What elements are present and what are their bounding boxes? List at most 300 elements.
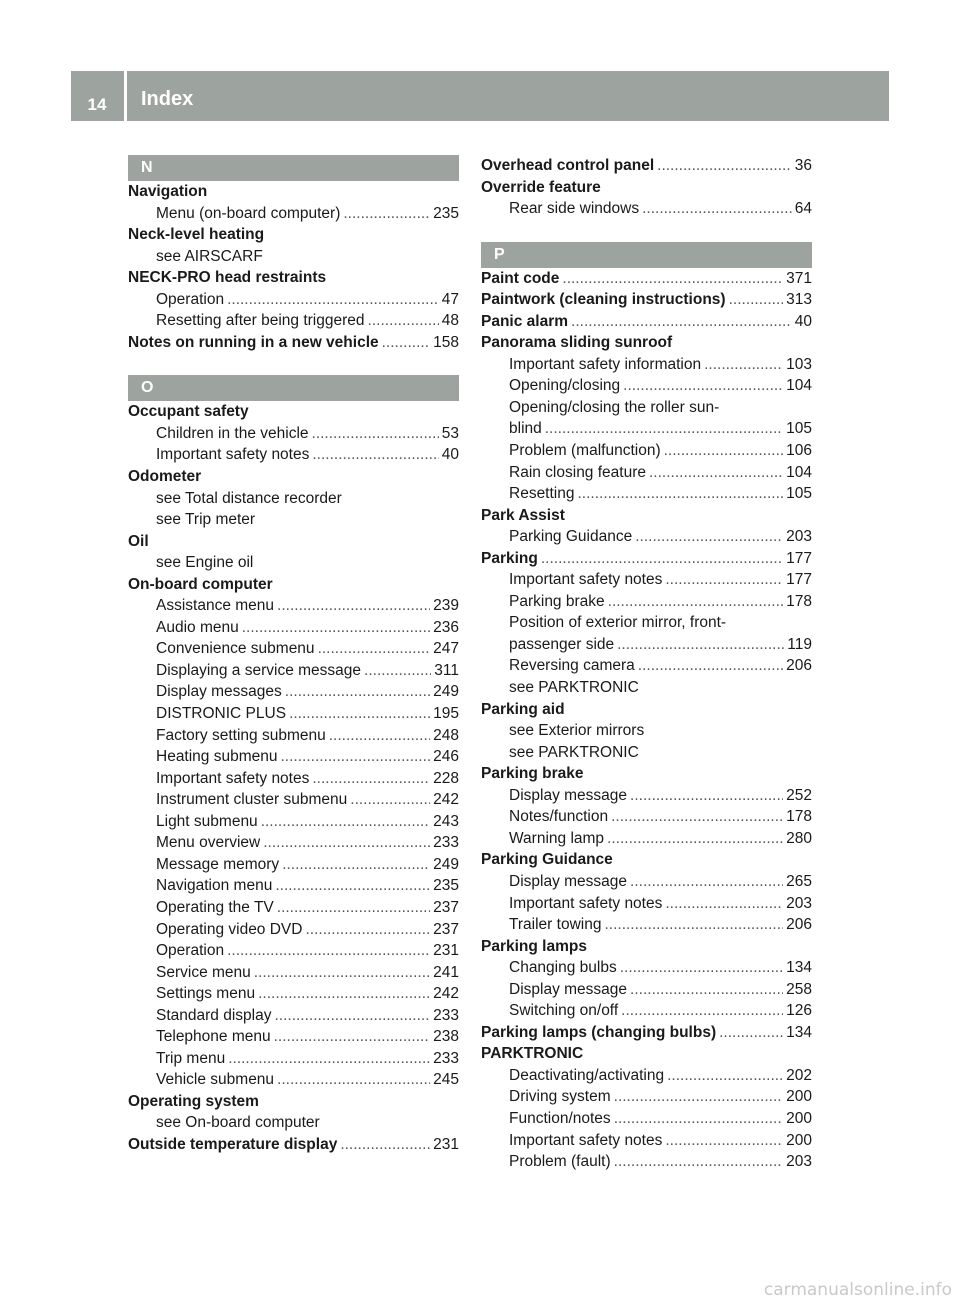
dot-leader <box>630 785 783 807</box>
entry-page-number: 228 <box>433 769 459 787</box>
entry-label: Rear side windows <box>509 200 640 218</box>
dot-leader <box>649 462 783 484</box>
dot-leader <box>614 1108 783 1130</box>
entry-page-number: 371 <box>786 269 812 287</box>
entry-page-number: 126 <box>786 1002 812 1020</box>
dot-leader <box>263 832 430 854</box>
dot-leader <box>289 703 430 725</box>
dot-leader <box>281 746 431 768</box>
entry-label: see Exterior mirrors <box>509 722 645 740</box>
index-subentry <box>128 488 459 510</box>
entry-label: Operating video DVD <box>156 920 303 938</box>
index-entry <box>481 1043 812 1065</box>
entry-page-number: 178 <box>786 808 812 826</box>
index-entry <box>481 332 812 354</box>
entry-label: Notes on running in a new vehicle <box>128 333 379 351</box>
dot-leader <box>277 595 430 617</box>
dot-leader <box>623 375 783 397</box>
entry-page-number: 206 <box>786 657 812 675</box>
index-entry <box>481 289 812 311</box>
entry-label: Important safety notes <box>156 769 310 787</box>
index-subentry <box>128 897 459 919</box>
dot-leader <box>318 638 431 660</box>
entry-page-number: 104 <box>786 463 812 481</box>
entry-page-number: 238 <box>433 1028 459 1046</box>
entry-page-number: 134 <box>786 959 812 977</box>
index-entry <box>481 763 812 785</box>
entry-label: see AIRSCARF <box>156 247 263 265</box>
index-subentry <box>128 1069 459 1091</box>
index-subentry <box>128 289 459 311</box>
index-subentry <box>128 310 459 332</box>
entry-label: Neck-level heating <box>128 226 265 244</box>
dot-leader <box>611 806 783 828</box>
section-gap <box>128 353 459 375</box>
dot-leader <box>343 203 430 225</box>
entry-page-number: 40 <box>794 312 812 330</box>
index-subentry <box>481 1108 812 1130</box>
entry-page-number: 53 <box>441 424 459 442</box>
dot-leader <box>704 354 783 376</box>
entry-page-number: 233 <box>433 1006 459 1024</box>
entry-label: Occupant safety <box>128 403 249 421</box>
index-subentry <box>481 806 812 828</box>
index-entry <box>128 267 459 289</box>
entry-label: see PARKTRONIC <box>509 679 639 697</box>
dot-leader <box>275 875 430 897</box>
dot-leader <box>642 198 792 220</box>
dot-leader <box>340 1134 430 1156</box>
entry-label: Parking brake <box>509 592 605 610</box>
entry-page-number: 64 <box>794 200 812 218</box>
index-subentry <box>128 638 459 660</box>
entry-label: Menu (on-board computer) <box>156 204 341 222</box>
entry-page-number: 177 <box>786 549 812 567</box>
index-subentry <box>128 681 459 703</box>
index-subentry <box>481 742 812 764</box>
index-column-left <box>128 155 459 1156</box>
dot-leader <box>364 660 431 682</box>
entry-label: Parking Guidance <box>509 528 633 546</box>
entry-label: Overhead control panel <box>481 157 655 174</box>
entry-label: Assistance menu <box>156 597 275 615</box>
dot-leader <box>665 1130 783 1152</box>
index-subentry <box>128 725 459 747</box>
entry-label: see Total distance recorder <box>156 489 342 507</box>
index-subentry <box>128 962 459 984</box>
entry-label: Important safety information <box>509 355 702 373</box>
dot-leader <box>274 1026 431 1048</box>
index-subentry <box>128 444 459 466</box>
dot-leader <box>312 444 438 466</box>
dot-leader <box>329 725 430 747</box>
index-subentry <box>481 677 812 699</box>
index-entry <box>481 177 812 199</box>
index-subentry <box>128 832 459 854</box>
page-title: Index <box>141 88 194 110</box>
dot-leader <box>665 569 783 591</box>
entry-label: Function/notes <box>509 1109 611 1127</box>
dot-leader <box>667 1065 783 1087</box>
entry-label: Factory setting submenu <box>156 726 326 744</box>
entry-label: Changing bulbs <box>509 959 617 977</box>
index-subentry <box>481 354 812 376</box>
entry-label: Convenience submenu <box>156 640 315 658</box>
entry-label: Message memory <box>156 855 280 873</box>
index-subentry <box>128 703 459 725</box>
entry-page-number: 203 <box>786 528 812 546</box>
entry-page-number: 237 <box>433 898 459 916</box>
entry-label: Telephone menu <box>156 1028 271 1046</box>
index-subentry <box>481 418 812 440</box>
entry-page-number: 178 <box>786 592 812 610</box>
index-subentry <box>128 1048 459 1070</box>
dot-leader <box>228 1048 430 1070</box>
index-subentry <box>481 914 812 936</box>
index-subentry <box>128 875 459 897</box>
entry-page-number: 104 <box>786 377 812 395</box>
index-subentry <box>481 526 812 548</box>
dot-leader <box>617 634 784 656</box>
index-subentry <box>481 483 812 505</box>
entry-label: Park Assist <box>481 506 565 524</box>
entry-page-number: 236 <box>433 618 459 636</box>
entry-label: Display messages <box>156 683 282 701</box>
index-subentry <box>481 198 812 220</box>
index-subentry <box>128 811 459 833</box>
index-subentry <box>128 854 459 876</box>
entry-page-number: 134 <box>786 1023 812 1041</box>
entry-label: Deactivating/activating <box>509 1066 665 1084</box>
index-subentry <box>128 595 459 617</box>
dot-leader <box>620 957 783 979</box>
dot-leader <box>254 962 430 984</box>
dot-leader <box>630 979 783 1001</box>
dot-leader <box>635 526 783 548</box>
entry-label: Parking aid <box>481 700 565 718</box>
entry-label: Important safety notes <box>509 894 663 912</box>
index-subentry <box>128 1026 459 1048</box>
entry-label: Menu overview <box>156 834 261 852</box>
entry-label: Parking lamps <box>481 937 587 955</box>
dot-leader <box>312 768 430 790</box>
index-entry <box>128 531 459 553</box>
dot-leader <box>621 1000 783 1022</box>
index-entry <box>481 155 812 177</box>
dot-leader <box>227 289 439 311</box>
entry-label: Operating the TV <box>156 898 274 916</box>
entry-page-number: 311 <box>434 661 459 679</box>
dot-leader <box>277 1069 430 1091</box>
dot-leader <box>729 289 784 311</box>
dot-leader <box>282 854 430 876</box>
dot-leader <box>638 655 783 677</box>
entry-page-number: 195 <box>433 705 459 723</box>
index-column-right <box>481 155 812 1173</box>
index-subentry <box>128 509 459 531</box>
entry-page-number: 106 <box>786 442 812 460</box>
entry-page-number: 48 <box>441 312 459 330</box>
index-subentry <box>481 957 812 979</box>
entry-page-number: 36 <box>794 157 812 174</box>
entry-page-number: 258 <box>786 980 812 998</box>
entry-page-number: 239 <box>433 597 459 615</box>
entry-label: Problem (malfunction) <box>509 442 661 460</box>
index-entry <box>128 466 459 488</box>
dot-leader <box>274 1005 430 1027</box>
index-subentry <box>128 919 459 941</box>
index-subentry <box>481 440 812 462</box>
index-entry <box>128 332 459 354</box>
entry-label: PARKTRONIC <box>481 1045 584 1063</box>
entry-label: Heating submenu <box>156 748 278 766</box>
entry-label: Warning lamp <box>509 829 605 847</box>
entry-label: Reversing camera <box>509 657 635 675</box>
entry-page-number: 200 <box>786 1131 812 1149</box>
index-subentry <box>128 552 459 574</box>
entry-label: Paint code <box>481 269 560 287</box>
index-entry <box>128 401 459 423</box>
entry-label: Operating system <box>128 1092 259 1110</box>
entry-label: Trailer towing <box>509 916 602 934</box>
index-entry <box>481 268 812 290</box>
index-subentry <box>481 634 812 656</box>
index-subentry <box>481 569 812 591</box>
index-subentry <box>481 1000 812 1022</box>
entry-page-number: 249 <box>433 683 459 701</box>
entry-label: Display message <box>509 872 628 890</box>
entry-page-number: 243 <box>433 812 459 830</box>
dot-leader <box>630 871 783 893</box>
entry-page-number: 119 <box>787 635 812 653</box>
entry-page-number: 245 <box>433 1071 459 1089</box>
index-subentry <box>128 246 459 268</box>
entry-page-number: 40 <box>441 446 459 464</box>
entry-label: Parking Guidance <box>481 851 613 869</box>
watermark: carmanualsonline.info <box>763 1280 952 1300</box>
index-subentry <box>128 617 459 639</box>
entry-label: On-board computer <box>128 575 273 593</box>
entry-label: Outside temperature display <box>128 1135 338 1153</box>
entry-page-number: 200 <box>786 1109 812 1127</box>
dot-leader <box>368 310 439 332</box>
entry-label: Vehicle submenu <box>156 1071 275 1089</box>
dot-leader <box>541 548 783 570</box>
section-letter-bar: P <box>481 242 812 268</box>
index-entry <box>128 1091 459 1113</box>
entry-page-number: 231 <box>433 1135 459 1153</box>
entry-page-number: 265 <box>786 872 812 890</box>
index-entry <box>481 311 812 333</box>
index-subentry <box>128 1005 459 1027</box>
entry-label: Panic alarm <box>481 312 569 330</box>
index-subentry <box>481 785 812 807</box>
index-subentry <box>481 828 812 850</box>
dot-leader <box>608 591 783 613</box>
dot-leader <box>665 893 783 915</box>
entry-label: see Trip meter <box>156 511 256 529</box>
index-subentry <box>128 660 459 682</box>
entry-label: Standard display <box>156 1006 272 1024</box>
entry-label: Odometer <box>128 468 202 486</box>
dot-leader <box>305 919 430 941</box>
dot-leader <box>242 617 430 639</box>
entry-label: Instrument cluster submenu <box>156 791 348 809</box>
entry-page-number: 247 <box>433 640 459 658</box>
index-entry <box>481 849 812 871</box>
entry-label: DISTRONIC PLUS <box>156 705 287 723</box>
entry-page-number: 103 <box>786 355 812 373</box>
dot-leader <box>350 789 430 811</box>
index-subentry <box>481 591 812 613</box>
entry-page-number: 242 <box>433 985 459 1003</box>
entry-page-number: 47 <box>441 290 459 308</box>
entry-label: Navigation menu <box>156 877 273 895</box>
entry-page-number: 242 <box>433 791 459 809</box>
dot-leader <box>657 155 792 177</box>
entry-page-number: 248 <box>433 726 459 744</box>
entry-label: Panorama sliding sunroof <box>481 334 673 352</box>
entry-label: Opening/closing the roller sun- <box>509 398 720 416</box>
index-entry <box>128 224 459 246</box>
entry-label: see PARKTRONIC <box>509 743 639 761</box>
entry-page-number: 280 <box>786 829 812 847</box>
entry-label: passenger side <box>509 635 615 653</box>
index-entry <box>481 1022 812 1044</box>
dot-leader <box>719 1022 783 1044</box>
index-entry <box>481 936 812 958</box>
entry-label: Operation <box>156 942 225 960</box>
entry-label: Resetting <box>509 485 575 503</box>
dot-leader <box>258 983 430 1005</box>
entry-label: Children in the vehicle <box>156 424 309 442</box>
entry-label: Parking <box>481 549 538 567</box>
dot-leader <box>382 332 431 354</box>
section-letter-bar: N <box>128 155 459 181</box>
entry-page-number: 235 <box>433 204 459 222</box>
index-entry <box>481 699 812 721</box>
index-subentry <box>128 203 459 225</box>
index-subentry <box>481 979 812 1001</box>
entry-label: see On-board computer <box>156 1114 320 1132</box>
entry-page-number: 313 <box>786 291 812 309</box>
entry-label: Rain closing feature <box>509 463 646 481</box>
entry-page-number: 237 <box>433 920 459 938</box>
dot-leader <box>607 828 783 850</box>
entry-label: blind <box>509 420 542 438</box>
index-entry <box>128 1134 459 1156</box>
index-subentry <box>128 789 459 811</box>
entry-page-number: 202 <box>786 1066 812 1084</box>
entry-page-number: 158 <box>433 333 459 351</box>
entry-page-number: 241 <box>433 963 459 981</box>
dot-leader <box>577 483 783 505</box>
entry-label: Override feature <box>481 178 601 196</box>
entry-label: Notes/function <box>509 808 609 826</box>
index-subentry <box>481 655 812 677</box>
entry-label: Parking lamps (changing bulbs) <box>481 1023 717 1041</box>
dot-leader <box>277 897 430 919</box>
dot-leader <box>614 1151 783 1173</box>
index-subentry <box>128 423 459 445</box>
index-entry <box>128 574 459 596</box>
page-header-bar <box>71 71 889 121</box>
index-subentry <box>481 1086 812 1108</box>
entry-label: Driving system <box>509 1088 611 1106</box>
entry-label: Light submenu <box>156 812 258 830</box>
entry-label: Audio menu <box>156 618 239 636</box>
index-subentry <box>128 983 459 1005</box>
entry-label: Problem (fault) <box>509 1153 611 1171</box>
dot-leader <box>562 268 783 290</box>
index-subentry <box>481 612 812 634</box>
index-subentry <box>128 746 459 768</box>
entry-page-number: 233 <box>433 834 459 852</box>
entry-label: Display message <box>509 980 628 998</box>
index-entry <box>481 548 812 570</box>
index-subentry <box>481 1065 812 1087</box>
index-entry <box>128 181 459 203</box>
entry-page-number: 105 <box>786 485 812 503</box>
dot-leader <box>604 914 783 936</box>
entry-page-number: 249 <box>433 855 459 873</box>
entry-label: Important safety notes <box>509 1131 663 1149</box>
entry-label: NECK-PRO head restraints <box>128 269 327 287</box>
entry-page-number: 177 <box>786 571 812 589</box>
entry-page-number: 233 <box>433 1049 459 1067</box>
entry-label: Switching on/off <box>509 1002 619 1020</box>
index-subentry <box>128 768 459 790</box>
entry-page-number: 252 <box>786 786 812 804</box>
entry-page-number: 203 <box>786 894 812 912</box>
entry-label: Opening/closing <box>509 377 621 395</box>
entry-label: Operation <box>156 290 225 308</box>
entry-label: Position of exterior mirror, front- <box>509 614 727 632</box>
dot-leader <box>614 1086 783 1108</box>
entry-label: Navigation <box>128 183 208 200</box>
index-subentry <box>128 940 459 962</box>
entry-page-number: 235 <box>433 877 459 895</box>
entry-page-number: 105 <box>786 420 812 438</box>
entry-label: Trip menu <box>156 1049 226 1067</box>
entry-page-number: 246 <box>433 748 459 766</box>
index-entry <box>481 505 812 527</box>
dot-leader <box>571 311 792 333</box>
entry-label: Displaying a service message <box>156 661 362 679</box>
index-subentry <box>481 375 812 397</box>
header-divider <box>124 71 127 121</box>
index-subentry <box>128 1112 459 1134</box>
entry-label: Important safety notes <box>509 571 663 589</box>
index-subentry <box>481 893 812 915</box>
entry-page-number: 231 <box>433 942 459 960</box>
entry-page-number: 206 <box>786 916 812 934</box>
index-subentry <box>481 397 812 419</box>
entry-label: Service menu <box>156 963 251 981</box>
entry-label: Paintwork (cleaning instructions) <box>481 291 726 309</box>
index-subentry <box>481 871 812 893</box>
dot-leader <box>664 440 784 462</box>
section-letter-bar: O <box>128 375 459 401</box>
entry-label: Important safety notes <box>156 446 310 464</box>
page-number: 14 <box>87 95 107 114</box>
dot-leader <box>545 418 783 440</box>
entry-label: see Engine oil <box>156 554 254 572</box>
dot-leader <box>227 940 430 962</box>
entry-page-number: 203 <box>786 1153 812 1171</box>
entry-label: Display message <box>509 786 628 804</box>
index-subentry <box>481 1130 812 1152</box>
